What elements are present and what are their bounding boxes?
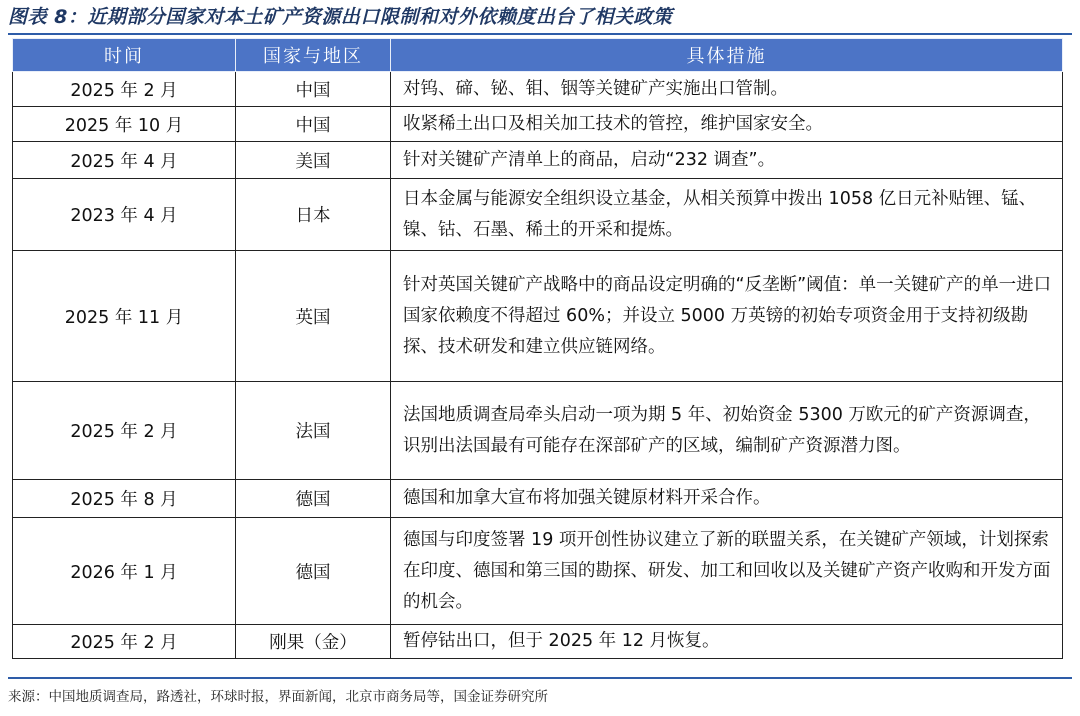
header-measure: 具体措施 <box>391 39 1063 72</box>
cell-measure: 暂停钴出口，但于 2025 年 12 月恢复。 <box>391 625 1063 659</box>
cell-measure: 对钨、碲、铋、钼、铟等关键矿产实施出口管制。 <box>391 72 1063 107</box>
cell-time: 2025 年 2 月 <box>13 625 236 659</box>
table-row <box>13 142 1063 179</box>
cell-time: 2025 年 8 月 <box>13 480 236 518</box>
figure-title: 图表 8：近期部分国家对本土矿产资源出口限制和对外依赖度出台了相关政策 <box>8 6 673 28</box>
table-row <box>13 480 1063 518</box>
cell-country: 日本 <box>236 179 391 251</box>
cell-country: 英国 <box>236 251 391 382</box>
table-row <box>13 625 1063 659</box>
cell-measure: 针对关键矿产清单上的商品，启动“232 调查”。 <box>391 142 1063 179</box>
header-time: 时间 <box>13 39 236 72</box>
cell-measure: 德国和加拿大宣布将加强关键原材料开采合作。 <box>391 480 1063 518</box>
cell-time: 2025 年 2 月 <box>13 72 236 107</box>
cell-country: 德国 <box>236 480 391 518</box>
header-country: 国家与地区 <box>236 39 391 72</box>
source-note: 来源：中国地质调查局，路透社，环球时报，界面新闻，北京市商务局等，国金证券研究所 <box>8 689 548 705</box>
cell-country: 法国 <box>236 382 391 480</box>
table-row <box>13 251 1063 382</box>
table-row <box>13 107 1063 142</box>
table-row <box>13 72 1063 107</box>
cell-country: 中国 <box>236 72 391 107</box>
cell-measure: 针对英国关键矿产战略中的商品设定明确的“反垄断”阈值：单一关键矿产的单一进口国家依赖度不得超过 60%；并设立 5000 万英镑的初始专项资金用于支持初级勘探、技术研发和建立供应链网络。 <box>391 251 1063 382</box>
table-row <box>13 179 1063 251</box>
cell-time: 2026 年 1 月 <box>13 518 236 625</box>
table-row <box>13 518 1063 625</box>
table-row <box>13 382 1063 480</box>
cell-time: 2025 年 11 月 <box>13 251 236 382</box>
cell-country: 德国 <box>236 518 391 625</box>
policy-table <box>12 38 1063 659</box>
cell-time: 2023 年 4 月 <box>13 179 236 251</box>
cell-country: 美国 <box>236 142 391 179</box>
cell-time: 2025 年 10 月 <box>13 107 236 142</box>
title-divider <box>8 33 1072 35</box>
source-divider <box>8 677 1072 679</box>
cell-measure: 收紧稀土出口及相关加工技术的管控，维护国家安全。 <box>391 107 1063 142</box>
cell-time: 2025 年 2 月 <box>13 382 236 480</box>
cell-measure: 法国地质调查局牵头启动一项为期 5 年、初始资金 5300 万欧元的矿产资源调查，识别出法国最有可能存在深部矿产的区域，编制矿产资源潜力图。 <box>391 382 1063 480</box>
cell-time: 2025 年 4 月 <box>13 142 236 179</box>
cell-measure: 德国与印度签署 19 项开创性协议建立了新的联盟关系，在关键矿产领域，计划探索在印度、德国和第三国的勘探、研发、加工和回收以及关键矿产资产收购和开发方面的机会。 <box>391 518 1063 625</box>
table-header-row <box>13 39 1063 72</box>
cell-country: 刚果（金） <box>236 625 391 659</box>
cell-country: 中国 <box>236 107 391 142</box>
cell-measure: 日本金属与能源安全组织设立基金，从相关预算中拨出 1058 亿日元补贴锂、锰、镍、钴、石墨、稀土的开采和提炼。 <box>391 179 1063 251</box>
